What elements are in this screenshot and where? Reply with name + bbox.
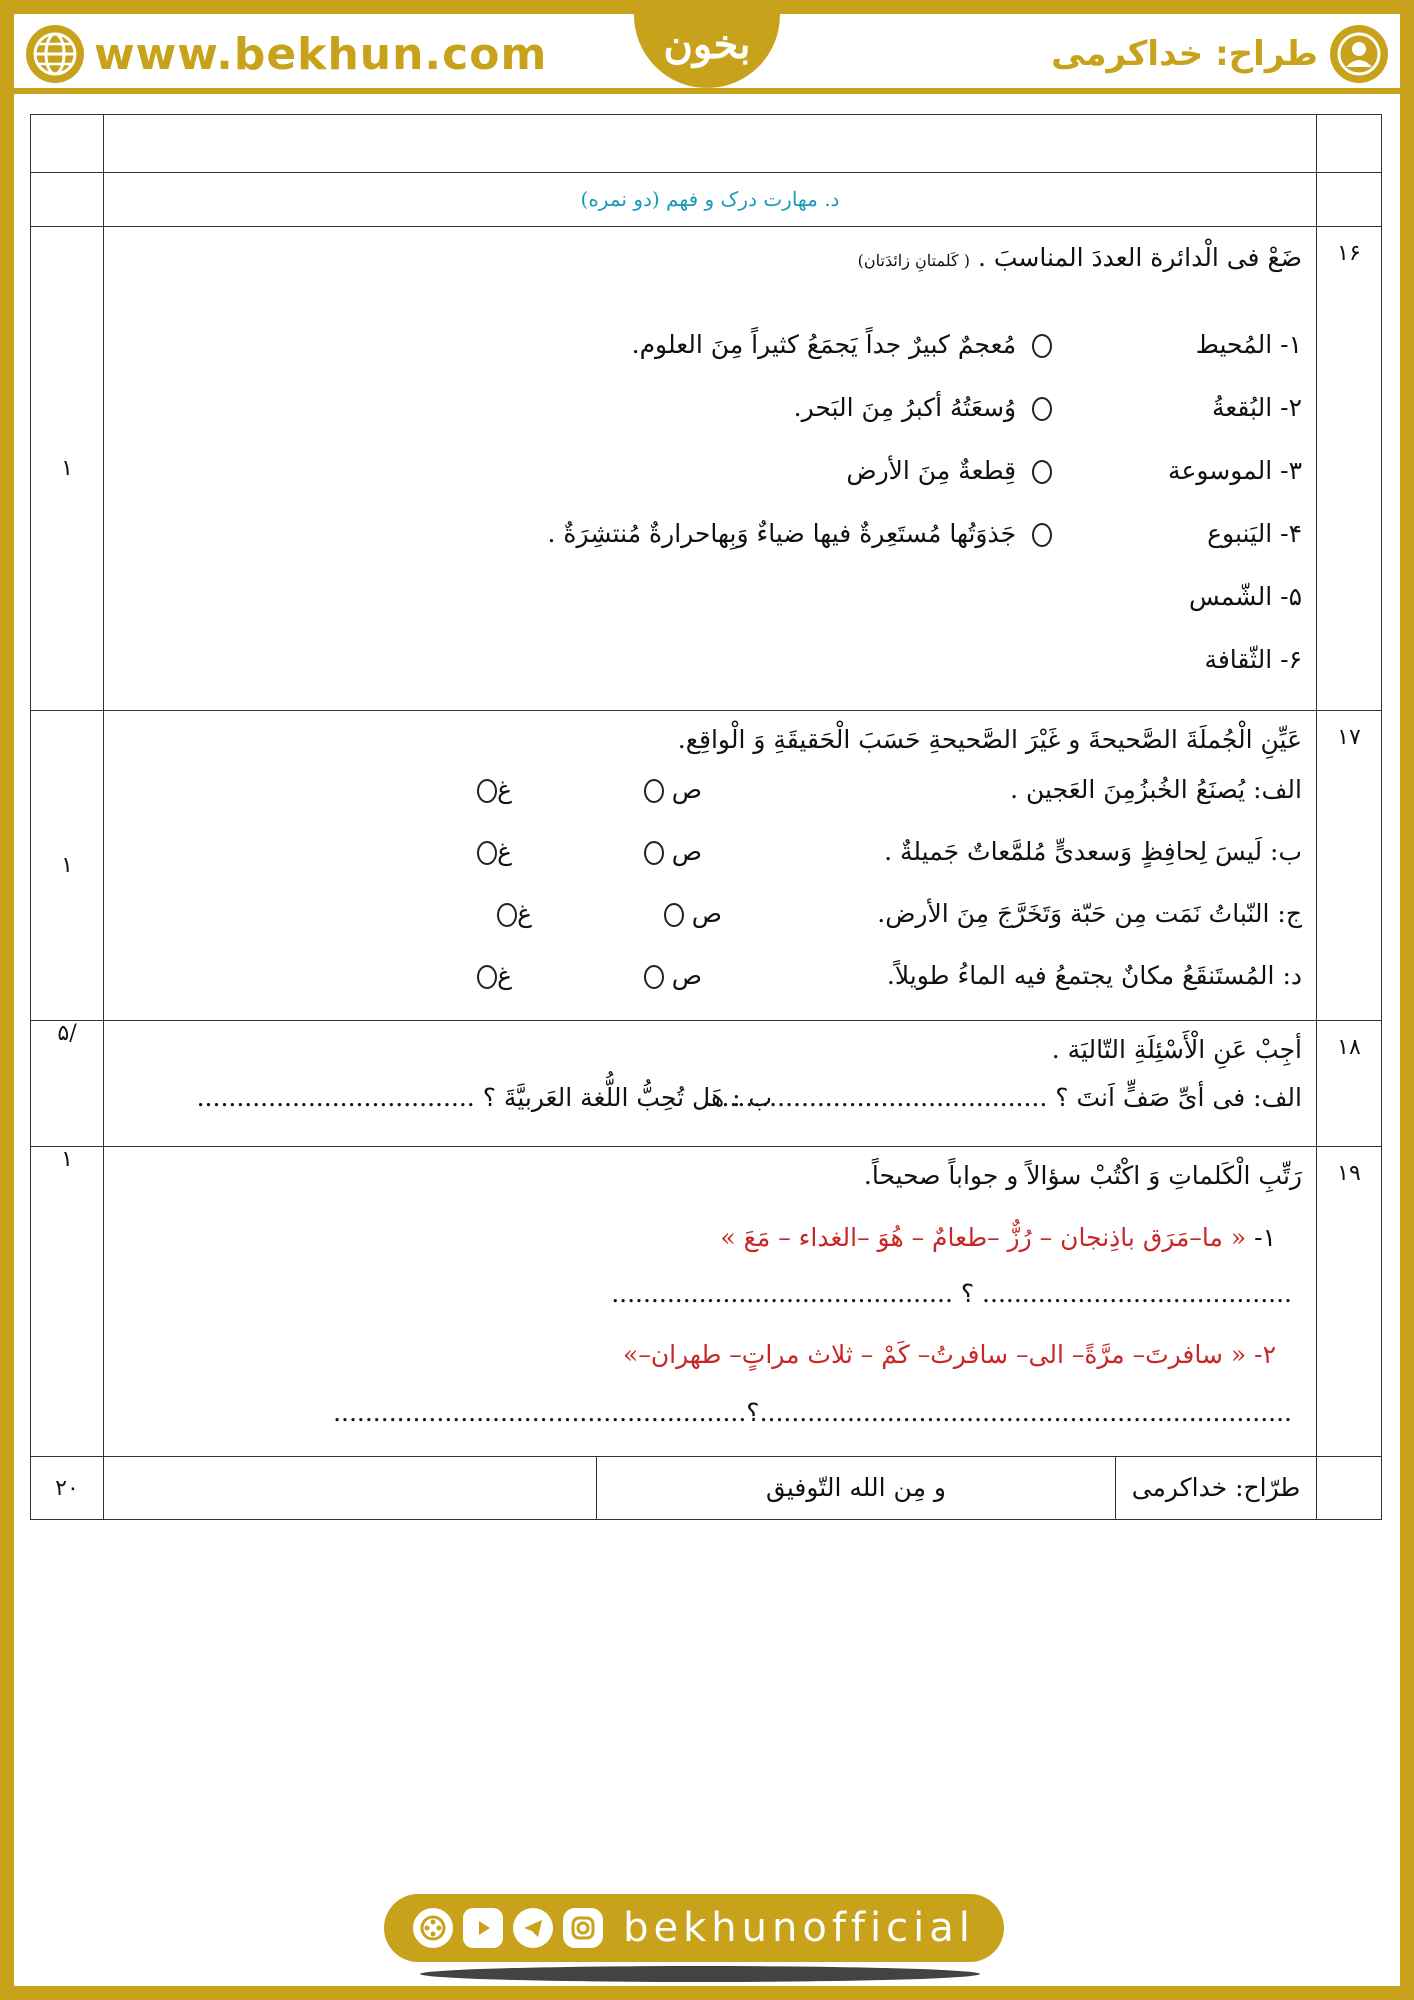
answer-circle[interactable] [477, 779, 497, 803]
answer-circle[interactable] [497, 903, 517, 927]
answer-circle[interactable] [664, 903, 684, 927]
list-item: ۲- البُقعةُ [1211, 392, 1302, 422]
answer-line [118, 1081, 1302, 1115]
aparat-icon[interactable] [413, 1908, 453, 1948]
logo-emblem [634, 0, 780, 88]
designer-cell: طرّاح: خداکرمی [1115, 1457, 1316, 1519]
question-18-content [104, 1021, 1317, 1147]
question-prompt: ضَعْ فی الْدائرة العددَ المناسبَ . [977, 243, 1302, 272]
false-option[interactable]: غ [477, 759, 512, 821]
question-prompt: رَتِّبِ الْکَلماتِ وَ اکْتُبْ سؤالاً و جواباً صحیحاً. [863, 1161, 1302, 1190]
matching-area [118, 313, 1302, 691]
list-item: الف: یُصنَعُ الخُبزُمِنَ العَجین . ص غ [118, 759, 1302, 821]
social-handle[interactable]: bekhunofficial [623, 1905, 975, 1951]
telegram-icon[interactable] [513, 1908, 553, 1948]
question-16-content [104, 227, 1317, 711]
question-score: ۱ [31, 711, 104, 1021]
list-item: ب: لَیسَ لِحافِظٍ وَسعدیٍّ مُلمَّعاتٌ جَمیلةٌ . ص غ [118, 821, 1302, 883]
scrambled-words: « سافرتَ– مرَّةً– الی– سافرتُ– کَمْ – ثلاث مراتٍ– طهران–» [623, 1340, 1247, 1370]
designer-header [1051, 24, 1388, 84]
number-cell [1317, 115, 1382, 173]
list-item: ۲- « سافرتَ– مرَّةً– الی– سافرتُ– کَمْ – ثلاث مراتٍ– طهران–» [623, 1340, 1276, 1370]
answer-circle[interactable] [1032, 334, 1052, 358]
question-17-row [31, 711, 1382, 1021]
answer-line[interactable]: ....................................... ؟ ........................................... [611, 1278, 1292, 1308]
question-18-row [31, 1021, 1382, 1147]
true-option[interactable]: ص [512, 945, 702, 1007]
list-item: ۶- الثّقافة [1204, 644, 1302, 674]
true-option[interactable]: ص [512, 759, 702, 821]
total-score: ۲۰ [31, 1457, 104, 1520]
content-cell [104, 115, 1317, 173]
definition-list [548, 313, 1052, 691]
question-19-row [31, 1147, 1382, 1457]
page-header [14, 14, 1400, 94]
list-item: ۵- الشّمس [1188, 581, 1302, 611]
question-number: ۱۸ [1317, 1021, 1382, 1147]
definition-item: وُسعَتُهُ أکبرُ مِنَ البَحر. [548, 376, 1052, 439]
list-item: ۱- المُحیط [1195, 329, 1302, 359]
list-item: ۴- الیَنبوع [1207, 518, 1302, 548]
definition-item: جَذوَتُها مُستَعِرةٌ فیها ضیاءٌ وَبِهاحرارةٌ مُنتشِرَةٌ . [548, 502, 1052, 565]
user-icon [1330, 25, 1388, 83]
question-note: ( کَلمتانِ زائدَتان) [857, 251, 970, 270]
table-row-empty [31, 115, 1382, 173]
question-16-row [31, 227, 1382, 711]
globe-icon [26, 25, 84, 83]
instagram-icon[interactable] [563, 1908, 603, 1948]
answer-line[interactable]: ...................................................................؟.................................................... [333, 1398, 1292, 1427]
header-divider [14, 88, 1400, 94]
statement-list [118, 759, 1302, 1007]
list-item: ۱- « ما–مَرَق باذِنجان – رُزٌّ –طعامٌ – هُوَ –الغداء – مَعَ » [720, 1222, 1276, 1252]
social-footer [384, 1894, 1004, 1962]
question-prompt: عَیِّنِ الْجُملَةَ الصَّحیحةَ و غَیْرَ الصَّحیحةِ حَسَبَ الْحَقیقَةِ وَ الْواقِع. [677, 725, 1302, 754]
question-a: الف: فی أیِّ صَفٍّ اَنتَ ؟ ........................................... [705, 1082, 1302, 1112]
question-17-content [104, 711, 1317, 1021]
answer-circle[interactable] [644, 779, 664, 803]
question-number: ۱۶ [1317, 227, 1382, 711]
answer-circle[interactable] [644, 965, 664, 989]
true-option[interactable]: ص [512, 821, 702, 883]
question-number: ۱۹ [1317, 1147, 1382, 1457]
exam-page [14, 14, 1400, 1986]
answer-circle[interactable] [1032, 460, 1052, 484]
answer-circle[interactable] [1032, 397, 1052, 421]
question-score: ۱ [31, 227, 104, 711]
site-link[interactable] [26, 24, 547, 84]
list-item: ج: النّباتُ نَمَت مِن حَبّة وَتَخَرَّجَ مِنَ الأرض. ص غ [118, 883, 1302, 945]
list-item: د: المُستَنقَعُ مکانٌ یجتمعُ فیه الماءُ طویلاً. ص غ [118, 945, 1302, 1007]
designer-name: طراح: خداکرمی [1051, 34, 1318, 74]
question-score: ۱ [31, 1147, 104, 1457]
question-number: ۱۷ [1317, 711, 1382, 1021]
logo-text: بخون [663, 20, 751, 68]
answer-circle[interactable] [1032, 523, 1052, 547]
footer-shadow [420, 1966, 980, 1982]
answer-circle[interactable] [477, 841, 497, 865]
question-prompt: أجِبْ عَنِ الْأَسْئِلَةِ التّالیَة . [1051, 1035, 1302, 1064]
closing-row [31, 1457, 1382, 1520]
definition-item: مُعجمٌ کبیرٌ جداً یَجمَعُ کثیراً مِنَ العلوم. [548, 313, 1052, 376]
site-url[interactable]: www.bekhun.com [94, 28, 548, 80]
section-row [31, 173, 1382, 227]
section-title: د. مهارت درک و فهم (دو نمره) [104, 173, 1317, 227]
false-option[interactable]: غ [477, 945, 512, 1007]
exam-table [30, 114, 1382, 1520]
closing-cell [104, 1457, 1317, 1520]
score-cell [31, 115, 104, 173]
answer-circle[interactable] [644, 841, 664, 865]
scrambled-words: « ما–مَرَق باذِنجان – رُزٌّ –طعامٌ – هُوَ –الغداء – مَعَ » [720, 1222, 1247, 1252]
answer-circle[interactable] [477, 965, 497, 989]
list-item: ۳- الموسوعة [1168, 455, 1302, 485]
false-option[interactable]: غ [477, 821, 512, 883]
question-19-content [104, 1147, 1317, 1457]
true-option[interactable]: ص [532, 883, 722, 945]
youtube-icon[interactable] [463, 1908, 503, 1948]
definition-item: قِطعةٌ مِنَ الأرض [548, 439, 1052, 502]
false-option[interactable]: غ [497, 883, 532, 945]
question-score: /۵ [31, 1021, 104, 1147]
closing-text: و مِن الله التّوفیق [596, 1457, 1115, 1519]
word-list [1052, 313, 1302, 691]
question-b: ب : هَل تُحِبُّ اللُّغة العَربیَّةَ ؟ ................................... [196, 1082, 772, 1112]
